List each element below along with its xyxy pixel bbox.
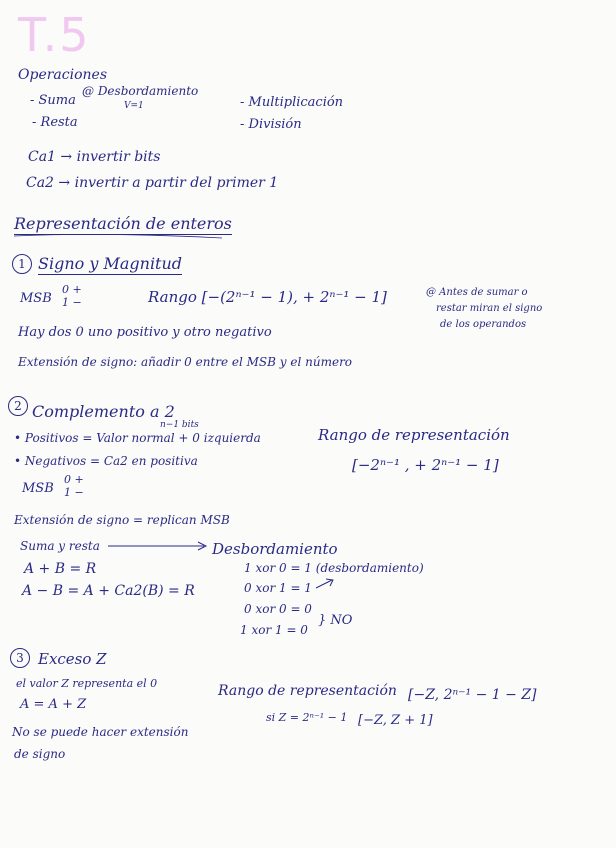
s2-n-bits: n−1 bits [160, 420, 199, 430]
section-2-number: 2 [8, 396, 28, 416]
s1-sign-extension: Extensión de signo: añadir 0 entre el MSB y el número [18, 355, 353, 369]
s1-sign-bits: 0 + 1 − [62, 283, 82, 309]
s2-overflow: Desbordamiento [212, 540, 338, 558]
op-division: - División [240, 117, 302, 132]
s3-z-value: el valor Z representa el 0 [16, 677, 158, 690]
s3-if-z: si Z = 2ⁿ⁻¹ − 1 [266, 711, 348, 724]
ca1-line: Ca1 → invertir bits [28, 149, 161, 165]
s2-xor-3: 0 xor 0 = 0 [244, 602, 312, 616]
op-resta: - Resta [32, 115, 78, 130]
section-1-number: 1 [12, 254, 32, 274]
s3-range: [−Z, 2ⁿ⁻¹ − 1 − Z] [408, 687, 537, 703]
s2-no: } NO [318, 613, 353, 628]
s3-range-2: [−Z, Z + 1] [358, 713, 433, 728]
s2-xor-1: 1 xor 0 = 1 (desbordamiento) [244, 561, 424, 575]
xor-arrow [316, 579, 333, 588]
section-2-title: Complemento a 2 [32, 402, 175, 421]
s2-negativos: • Negativos = Ca2 en positiva [14, 454, 198, 468]
op-desbordamiento: @ Desbordamiento [82, 84, 199, 98]
s2-sum-subtract: Suma y resta [20, 539, 100, 553]
s1-note-2: restar miran el signo [436, 303, 543, 314]
s1-two-zeros: Hay dos 0 uno positivo y otro negativo [18, 325, 272, 340]
s2-range-title: Rango de representación [318, 426, 510, 444]
operations-heading: Operaciones [18, 67, 107, 83]
op-suma: - Suma [30, 93, 76, 108]
ca2-line: Ca2 → invertir a partir del primer 1 [26, 175, 279, 191]
op-v1: V=1 [124, 101, 144, 111]
overflow-arrow [108, 542, 206, 550]
s2-eq-1: A + B = R [24, 561, 97, 577]
s1-note-3: de los operandos [440, 319, 527, 330]
s2-sign-bits: 0 + 1 − [64, 473, 84, 499]
s3-range-title: Rango de representación [218, 683, 397, 699]
s2-eq-2: A − B = A + Ca2(B) = R [22, 583, 195, 599]
s1-range: Rango [−(2ⁿ⁻¹ − 1), + 2ⁿ⁻¹ − 1] [148, 288, 387, 306]
s2-positivos: • Positivos = Valor normal + 0 izquierda [14, 431, 261, 445]
s2-xor-4: 1 xor 1 = 0 [240, 623, 308, 637]
s3-no-extension-2: de signo [14, 747, 66, 761]
section-3-number: 3 [10, 648, 30, 668]
op-multiplicacion: - Multiplicación [240, 95, 344, 110]
section-1-title: Signo y Magnitud [38, 254, 183, 273]
representation-heading: Representación de enteros [14, 214, 232, 233]
page-title: T.5 [18, 8, 91, 62]
s3-no-extension: No se puede hacer extensión [12, 725, 189, 739]
section-3-title: Exceso Z [38, 650, 107, 668]
heading-underline [14, 234, 222, 238]
s1-note-1: @ Antes de sumar o [426, 287, 528, 298]
s2-range: [−2ⁿ⁻¹ , + 2ⁿ⁻¹ − 1] [352, 456, 499, 474]
s2-sign-extension: Extensión de signo = replican MSB [14, 513, 230, 527]
s2-xor-2: 0 xor 1 = 1 [244, 581, 312, 595]
s2-msb: MSB [22, 481, 54, 496]
s3-eq: A = A + Z [20, 697, 87, 712]
s1-msb: MSB [20, 291, 52, 306]
